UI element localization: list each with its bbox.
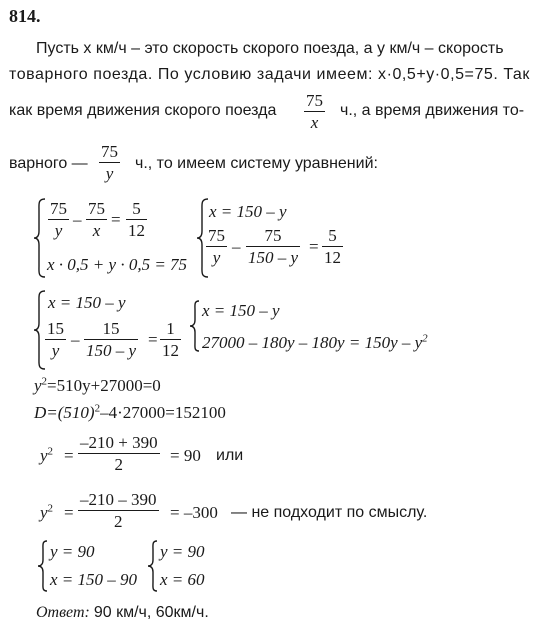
fraction-bar (246, 246, 300, 247)
paragraph-line-4a: варного — (9, 155, 88, 172)
system-brace (37, 540, 49, 592)
quad-exponent: 2 (41, 375, 48, 388)
fraction-numerator: 75 (101, 142, 118, 161)
disc-exponent: 2 (94, 402, 101, 415)
answer (36, 604, 209, 622)
sys3-frac-b (84, 319, 138, 360)
fraction-denominator: 150 – y (248, 248, 299, 267)
fraction-bar (86, 219, 107, 220)
quad-var: y (34, 376, 42, 395)
discriminant (34, 403, 226, 423)
sys4-eq2-main: 27000 – 180y – 180y = 150y – y (202, 333, 423, 352)
root1-result: = 90 (170, 446, 201, 465)
system-brace (189, 300, 201, 352)
sys5-eq2: x = 150 – 90 (50, 570, 138, 589)
root1-frac (78, 433, 160, 474)
fraction-numerator: 5 (132, 199, 141, 218)
disc-rest: –4·27000=152100 (100, 403, 226, 422)
fraction-bar (322, 246, 343, 247)
fraction-denominator: 2 (114, 455, 124, 474)
fraction-numerator: 1 (166, 319, 175, 338)
sys1-op: – (73, 210, 82, 229)
fraction-denominator: x (310, 113, 319, 132)
fraction-numerator: 15 (102, 319, 120, 338)
fraction-bar (160, 339, 181, 340)
sys2-frac-b (246, 226, 300, 267)
fraction-75-over-y (99, 142, 120, 183)
sys4-eq1: x = 150 – y (202, 301, 280, 320)
sys1-frac-c (126, 199, 147, 240)
fraction-bar (304, 111, 325, 112)
fraction-bar (48, 219, 69, 220)
answer-label: Ответ: (36, 604, 90, 621)
system-brace (33, 198, 47, 278)
fraction-numerator: 5 (328, 226, 337, 245)
fraction-75-over-x (304, 91, 325, 132)
system-brace (147, 540, 159, 592)
root2-var: y (40, 503, 48, 522)
root1-eq: = (64, 446, 74, 465)
paragraph-line-3a: как время движения скорого поезда (9, 102, 277, 119)
root2-result: = –300 (170, 503, 218, 522)
root1-lhs (40, 446, 53, 466)
sys4-eq2 (202, 333, 428, 353)
fraction-denominator: 12 (324, 248, 341, 267)
fraction-numerator: 75 (88, 199, 105, 218)
fraction-denominator: 150 – y (86, 341, 137, 360)
root1-var: y (40, 446, 48, 465)
root2-eq: = (64, 503, 74, 522)
quad-rest: =510y+27000=0 (47, 376, 161, 395)
fraction-denominator: 12 (162, 341, 179, 360)
quadratic-equation (34, 376, 161, 396)
sys2-eq: = (309, 237, 319, 256)
fraction-numerator: 75 (264, 226, 282, 245)
fraction-bar (78, 453, 160, 454)
sys2-frac-a (206, 226, 227, 267)
sys6-eq2: x = 60 (160, 570, 205, 589)
fraction-bar (99, 162, 120, 163)
answer-text: 90 км/ч, 60км/ч. (93, 604, 209, 621)
fraction-numerator: 75 (208, 226, 225, 245)
sys1-eq2: x · 0,5 + y · 0,5 = 75 (47, 255, 188, 274)
fraction-bar (126, 219, 147, 220)
fraction-bar (84, 339, 138, 340)
sys4-eq2-exponent: 2 (422, 332, 428, 345)
paragraph-line-4b: ч., то имеем систему уравнений: (135, 155, 378, 172)
root2-lhs (40, 503, 53, 523)
root2-tail: — не подходит по смыслу. (231, 504, 428, 521)
fraction-numerator: 15 (47, 319, 64, 338)
sys3-frac-c (160, 319, 181, 360)
sys1-frac-b (86, 199, 107, 240)
fraction-numerator: –210 + 390 (80, 433, 158, 452)
fraction-numerator: 75 (306, 91, 323, 110)
fraction-bar (78, 510, 159, 511)
fraction-bar (45, 339, 66, 340)
fraction-numerator: 75 (50, 199, 67, 218)
sys1-eq: = (111, 210, 121, 229)
paragraph-line-1: Пусть x км/ч – это скорость скорого поезда, а y км/ч – скорость (36, 40, 504, 57)
fraction-denominator: y (54, 221, 63, 240)
sys3-frac-a (45, 319, 66, 360)
disc-lhs: D=(510) (34, 403, 95, 422)
paragraph-line-3b: ч., а время движения то- (340, 102, 525, 119)
fraction-numerator: –210 – 390 (80, 490, 157, 509)
sys3-op: – (71, 330, 80, 349)
fraction-bar (206, 246, 227, 247)
fraction-denominator: y (105, 164, 114, 183)
sys6-eq1: y = 90 (160, 542, 205, 561)
paragraph-line-2: товарного поезда. По условию задачи имеем: x·0,5+y·0,5=75. Так (9, 66, 530, 83)
problem-number: 814. (9, 6, 41, 26)
sys5-eq1: y = 90 (50, 542, 95, 561)
sys3-eq: = (148, 330, 158, 349)
fraction-denominator: y (212, 248, 221, 267)
fraction-denominator: x (92, 221, 101, 240)
sys1-frac-a (48, 199, 69, 240)
fraction-denominator: 12 (128, 221, 145, 240)
sys2-eq1: x = 150 – y (209, 202, 287, 221)
sys2-op: – (232, 237, 241, 256)
sys2-frac-c (322, 226, 343, 267)
root2-frac (78, 490, 159, 531)
root2-exponent: 2 (47, 502, 54, 515)
fraction-denominator: 2 (114, 512, 123, 531)
root1-exponent: 2 (47, 445, 54, 458)
root1-tail: или (216, 447, 244, 464)
fraction-denominator: y (51, 341, 60, 360)
sys3-eq1: x = 150 – y (48, 293, 126, 312)
